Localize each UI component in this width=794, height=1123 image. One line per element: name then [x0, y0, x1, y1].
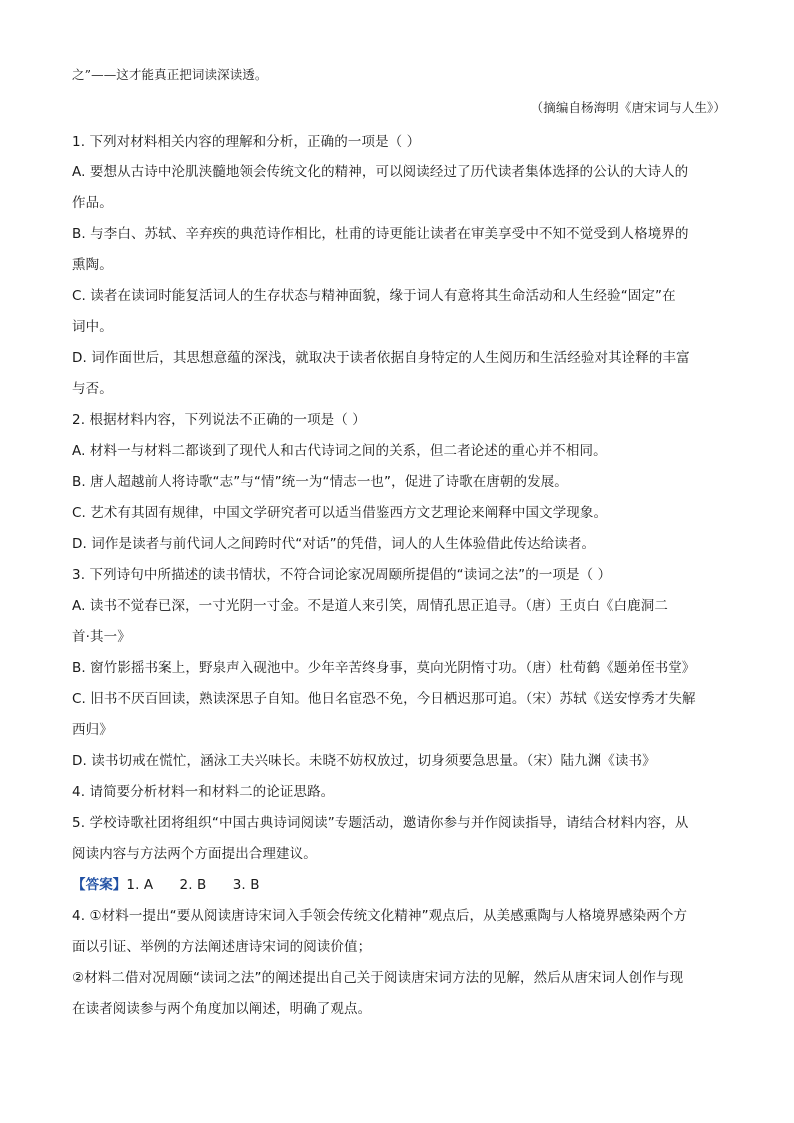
answer-4-line1: 4. ①材料一提出“要从阅读唐诗宋词入手领会传统文化精神”观点后，从美感熏陶与人格境界感染两个方: [72, 908, 688, 924]
q1-option-c-line1: C. 读者在读词时能复活词人的生存状态与精神面貌，缘于词人有意将其生命活动和人生经验“固定”在: [72, 288, 676, 304]
question-3-stem: 3. 下列诗句中所描述的读书情状，不符合词论家况周颐所提倡的“读词之法”的一项是（ ）: [72, 567, 612, 583]
q1-option-a-line1: A. 要想从古诗中沦肌浃髓地领会传统文化的精神，可以阅读经过了历代读者集体选择的公认的大诗人的: [72, 164, 689, 180]
q3-option-a-line1: A. 读书不觉春已深，一寸光阴一寸金。不是道人来引笑，周情孔思正追寻。（唐）王贞白《白鹿洞二: [72, 598, 668, 614]
question-5-stem-line2: 阅读内容与方法两个方面提出合理建议。: [72, 846, 317, 862]
q1-option-b-line2: 熏陶。: [72, 257, 113, 273]
q1-option-a-line2: 作品。: [72, 195, 113, 211]
question-1-stem: 1. 下列对材料相关内容的理解和分析，正确的一项是（ ）: [72, 134, 421, 150]
q1-option-d-line2: 与否。: [72, 381, 113, 397]
question-5-stem-line1: 5. 学校诗歌社团将组织“中国古典诗词阅读”专题活动，邀请你参与并作阅读指导，请结合材料内容，从: [72, 815, 689, 831]
q2-option-d: D. 词作是读者与前代词人之间跨时代“对话”的凭借，词人的人生体验借此传达给读者。: [72, 536, 596, 552]
q3-option-a-line2: 首·其一》: [72, 629, 131, 645]
q3-option-c-line2: 西归》: [72, 722, 113, 738]
q3-option-d: D. 读书切戒在慌忙，涵泳工夫兴味长。未晓不妨权放过，切身须要急思量。（宋）陆九渊《读书》: [72, 753, 656, 769]
q2-option-c: C. 艺术有其固有规律，中国文学研究者可以适当借鉴西方文艺理论来阐释中国文学现象。: [72, 505, 608, 521]
answer-4-line4: 在读者阅读参与两个角度加以阐述，明确了观点。: [72, 1001, 372, 1017]
answer-tag: 【答案】: [72, 877, 127, 893]
answer-4-line2: 面以引证、举例的方法阐述唐诗宋词的阅读价值；: [72, 939, 372, 955]
q3-option-c-line1: C. 旧书不厌百回读，熟读深思子自知。他日名宦恐不免，今日栖迟那可追。（宋）苏轼《送安惇秀才失解: [72, 691, 696, 707]
question-4-stem: 4. 请简要分析材料一和材料二的论证思路。: [72, 784, 335, 800]
answer-line: [72, 876, 726, 894]
q2-option-b: B. 唐人超越前人将诗歌“志”与“情”统一为“情志一也”，促进了诗歌在唐朝的发展。: [72, 474, 568, 490]
question-2-stem: 2. 根据材料内容，下列说法不正确的一项是（ ）: [72, 412, 366, 428]
intro-line: 之”——这才能真正把词读深读透。: [72, 67, 268, 82]
source-citation: （摘编自杨海明《唐宋词与人生》）: [530, 100, 726, 115]
q3-option-b: B. 窗竹影摇书案上，野泉声入砚池中。少年辛苦终身事，莫向光阴惰寸功。（唐）杜荀鹤《题弟侄书堂》: [72, 660, 696, 676]
answer-4-line3: ②材料二借对况周颐“读词之法”的阐述提出自己关于阅读唐宋词方法的见解，然后从唐宋词人创作与现: [72, 970, 684, 986]
q1-option-b-line1: B. 与李白、苏轼、辛弃疾的典范诗作相比，杜甫的诗更能让读者在审美享受中不知不觉受到人格境界的: [72, 226, 689, 242]
q1-option-c-line2: 词中。: [72, 319, 113, 335]
q1-option-d-line1: D. 词作面世后，其思想意蕴的深浅，就取决于读者依据自身特定的人生阅历和生活经验对其诠释的丰富: [72, 350, 690, 366]
q2-option-a: A. 材料一与材料二都谈到了现代人和古代诗词之间的关系，但二者论述的重心并不相同。: [72, 443, 607, 459]
answer-choices: 1. A 2. B 3. B: [126, 877, 260, 893]
